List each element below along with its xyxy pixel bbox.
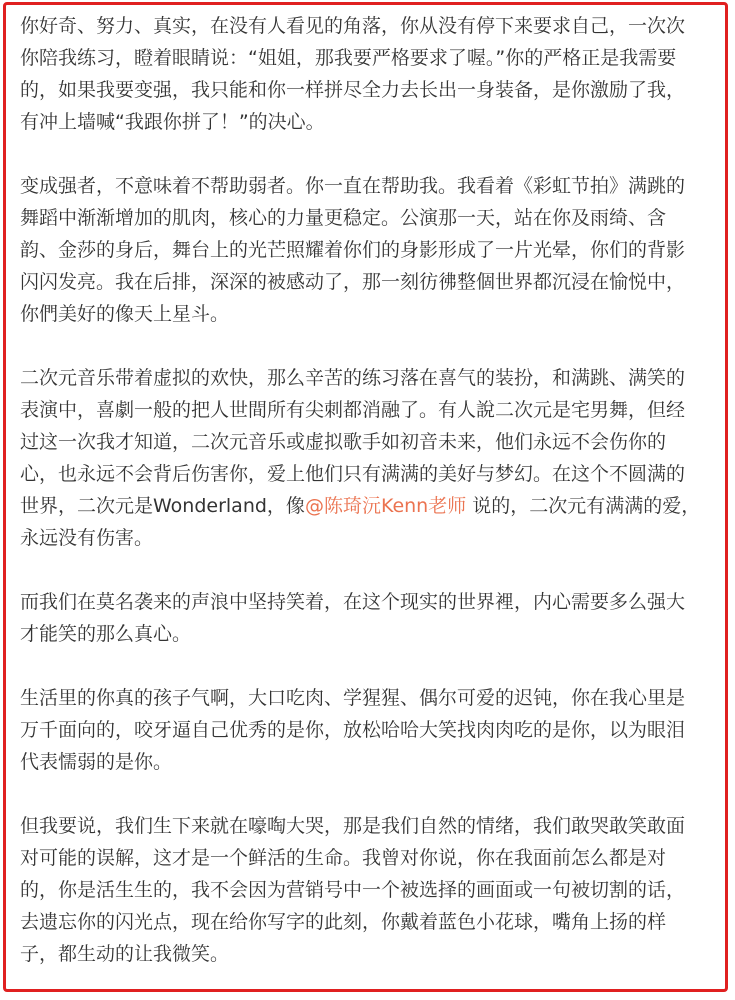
article-body — [20, 10, 720, 970]
paragraph-3 — [20, 362, 720, 554]
paragraph-3-text-before: 二次元音乐带着虚拟的欢快，那么辛苦的练习落在喜气的装扮，和满跳、满笑的 表演中，喜劇一般的把人世間所有尖刺都消融了。有人說二次元是宅男舞，但经 过这一次我才知道，二次元音乐或虚拟歌手如初音未来，他们永远不会伤你的 心，也永远不会背后伤害你，爱上他们只有满满的美好与梦幻。在这个不圆满的 世界，二次元是Wonderland，像 — [20, 367, 686, 517]
paragraph-2: 变成强者，不意味着不帮助弱者。你一直在帮助我。我看着《彩虹节拍》满跳的 舞蹈中渐渐增加的肌肉，核心的力量更稳定。公演那一天，站在你及雨绮、含 韵、金莎的身后，舞台上的光芒照耀着你们的身影形成了一片光晕，你们的背影 闪闪发亮。我在后排，深深的被感动了，那一刻彷彿整個世界都沉浸在愉悦中， 你們美好的像天上星斗。 — [20, 175, 686, 325]
paragraph-3-text-after: 说的，二次元有满满的爱， 永远没有伤害。 — [20, 495, 701, 549]
user-mention-link[interactable]: @陈琦沅Kenn老师 — [304, 495, 467, 517]
paragraph-1: 你好奇、努力、真实，在没有人看见的角落，你从没有停下来要求自己，一次次 你陪我练习，瞪着眼睛说：“姐姐，那我要严格要求了喔。”你的严格正是我需要 的，如果我要变强，我只能和你一样拼尽全力去长出一身装备，是你激励了我， 有冲上墙喊“我跟你拼了！”的决心。 — [20, 15, 686, 133]
paragraph-6: 但我要说，我们生下来就在嚎啕大哭，那是我们自然的情绪，我们敢哭敢笑敢面 对可能的误解，这才是一个鲜活的生命。我曾对你说，你在我面前怎么都是对 的，你是活生生的，我不会因为营销号中一个被选择的画面或一句被切割的话， 去遗忘你的闪光点，现在给你写字的此刻，你戴着蓝色小花球，嘴角上扬的样 子，都生动的让我微笑。 — [20, 815, 686, 965]
paragraph-4: 而我们在莫名袭来的声浪中坚持笑着，在这个现实的世界裡，内心需要多么强大 才能笑的那么真心。 — [20, 591, 686, 645]
paragraph-5: 生活里的你真的孩子气啊，大口吃肉、学猩猩、偶尔可爱的迟钝，你在我心里是 万千面向的，咬牙逼自己优秀的是你，放松哈哈大笑找肉肉吃的是你，以为眼泪 代表懦弱的是你。 — [20, 687, 686, 773]
